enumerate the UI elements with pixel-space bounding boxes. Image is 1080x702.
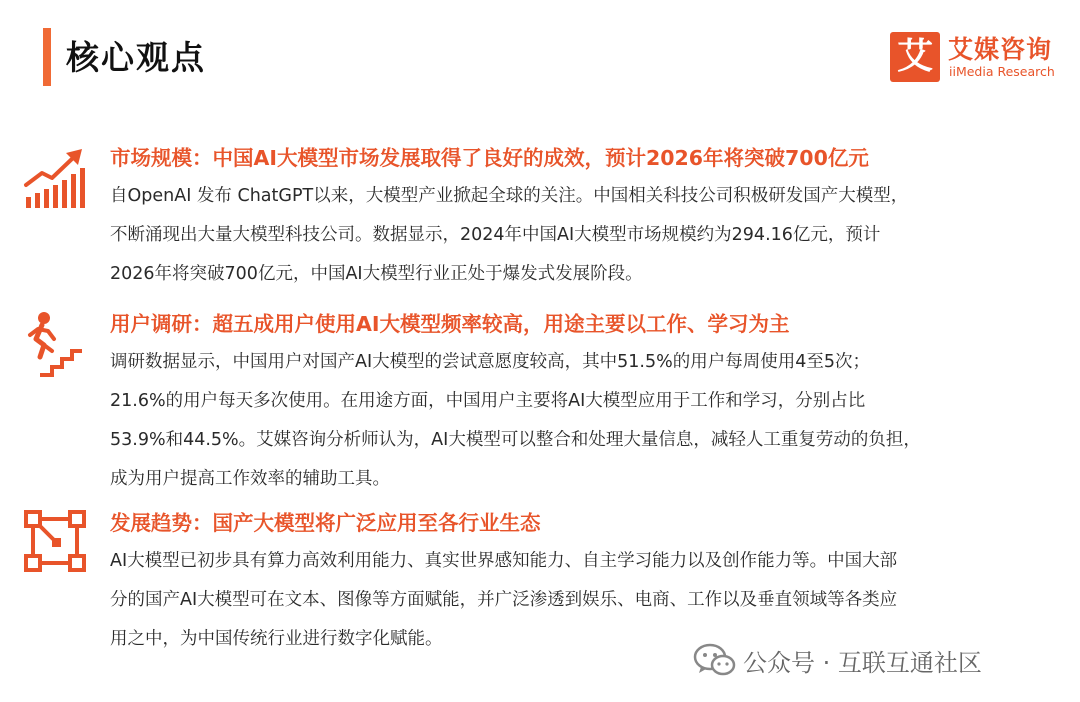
body-line: 用之中，为中国传统行业进行数字化赋能。 (110, 629, 443, 649)
footer-text: 公众号 · 互联互通社区 (743, 648, 982, 677)
running-person-stairs-icon (22, 311, 88, 377)
watermark-footer (693, 640, 982, 680)
page-title: 核心观点 (66, 38, 206, 77)
network-nodes-icon (22, 508, 88, 574)
iimedia-logo (890, 32, 1065, 84)
wechat-icon (693, 642, 737, 678)
body-line: 2026年将突破700亿元，中国AI大模型行业正处于爆发式发展阶段。 (110, 264, 643, 284)
section-heading: 市场规模：中国AI大模型市场发展取得了良好的成效，预计2026年将突破700亿元 (110, 146, 869, 170)
body-line: AI大模型已初步具有算力高效利用能力、真实世界感知能力、自主学习能力以及创作能力等。中国大部 (110, 551, 898, 571)
body-line: 不断涌现出大量大模型科技公司。数据显示，2024年中国AI大模型市场规模约为294.16亿元，预计 (110, 225, 881, 245)
logo-name-cn: 艾媒咨询 (948, 35, 1053, 64)
section-heading: 发展趋势：国产大模型将广泛应用至各行业生态 (110, 511, 541, 535)
body-line: 成为用户提高工作效率的辅助工具。 (110, 469, 390, 489)
logo-name-en: iiMedia Research (949, 64, 1055, 79)
body-line: 21.6%的用户每天多次使用。在用途方面，中国用户主要将AI大模型应用于工作和学习，分别占比 (110, 391, 866, 411)
growth-chart-icon (22, 147, 88, 213)
title-accent-bar (43, 28, 51, 86)
section-body (110, 177, 1040, 294)
section-heading: 用户调研：超五成用户使用AI大模型频率较高，用途主要以工作、学习为主 (110, 312, 790, 336)
body-line: 自OpenAI 发布 ChatGPT以来，大模型产业掀起全球的关注。中国相关科技公司积极研发国产大模型， (110, 186, 909, 206)
body-line: 分的国产AI大模型可在文本、图像等方面赋能，并广泛渗透到娱乐、电商、工作以及垂直领域等各类应 (110, 590, 898, 610)
body-line: 调研数据显示，中国用户对国产AI大模型的尝试意愿度较高，其中51.5%的用户每周使用4至5次； (110, 352, 870, 372)
section-body (110, 343, 1040, 499)
logo-mark: 艾 (890, 32, 940, 82)
body-line: 53.9%和44.5%。艾媒咨询分析师认为，AI大模型可以整合和处理大量信息，减轻人工重复劳动的负担， (110, 430, 921, 450)
